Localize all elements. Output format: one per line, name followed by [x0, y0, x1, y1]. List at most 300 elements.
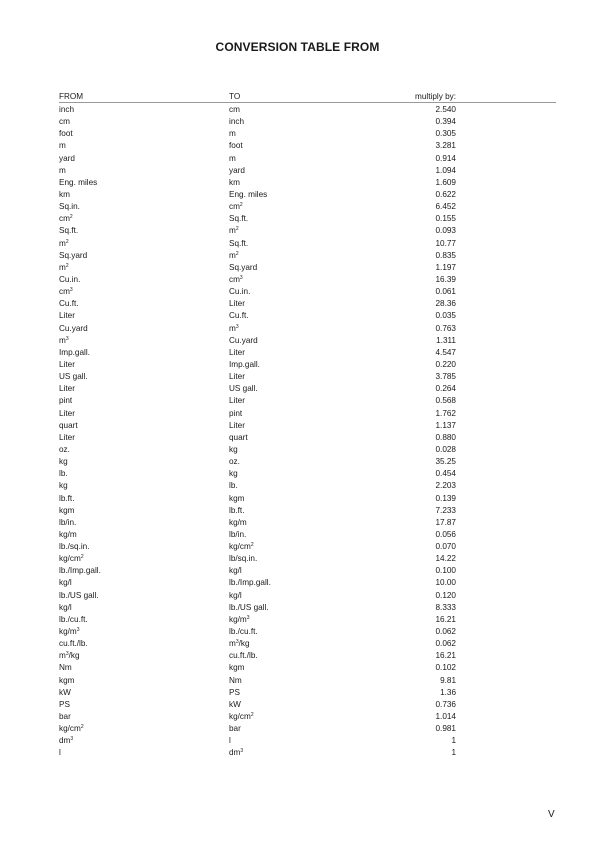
multiplier	[359, 189, 456, 201]
multiplier-text: 7.233	[435, 505, 456, 515]
to-unit-text: m	[229, 153, 236, 163]
multiplier-text: 10.00	[435, 578, 456, 588]
from-unit-text: kg	[59, 481, 68, 491]
multiplier-text: 3.281	[435, 141, 456, 151]
to-unit	[229, 662, 244, 674]
table-row	[59, 444, 556, 456]
from-unit-text: Liter	[59, 408, 75, 418]
table-row	[59, 602, 556, 614]
table-row	[59, 614, 556, 626]
multiplier	[359, 456, 456, 468]
to-unit-superscript: 2	[235, 250, 239, 257]
multiplier-text: 0.155	[435, 214, 456, 224]
multiplier	[359, 165, 456, 177]
to-unit	[229, 723, 241, 735]
from-unit-text: lb./Imp.gall.	[59, 566, 101, 576]
multiplier-text: 0.394	[435, 117, 456, 127]
multiplier	[359, 662, 456, 674]
multiplier	[359, 250, 456, 262]
multiplier	[359, 565, 456, 577]
to-unit-text: Sq.yard	[229, 262, 258, 272]
multiplier	[359, 371, 456, 383]
to-unit-text: lb./US gall.	[229, 602, 269, 612]
from-unit-text: m	[59, 141, 66, 151]
from-unit-text: Eng. miles	[59, 177, 98, 187]
from-unit-text: l	[59, 748, 61, 758]
multiplier-text: 0.102	[435, 663, 456, 673]
multiplier	[359, 675, 456, 687]
table-row	[59, 383, 556, 395]
multiplier-text: 1.014	[435, 712, 456, 722]
to-unit-text: Liter	[229, 299, 245, 309]
from-unit	[59, 747, 61, 759]
multiplier-text: 0.056	[435, 529, 456, 539]
table-row	[59, 577, 556, 589]
table-row	[59, 238, 556, 250]
from-unit	[59, 286, 73, 298]
to-unit-superscript: 3	[235, 639, 239, 646]
to-unit-text: Liter	[229, 420, 245, 430]
to-unit-text: Liter	[229, 372, 245, 382]
to-unit	[229, 541, 254, 553]
multiplier-text: 8.333	[435, 602, 456, 612]
from-unit-text: m	[59, 651, 66, 661]
table-row	[59, 140, 556, 152]
from-unit-text: lb./cu.ft.	[59, 614, 88, 624]
from-unit	[59, 323, 88, 335]
from-unit	[59, 262, 69, 274]
to-unit-text: oz.	[229, 457, 240, 467]
from-unit-text: Liter	[59, 384, 75, 394]
multiplier	[359, 626, 456, 638]
table-row	[59, 347, 556, 359]
from-unit	[59, 165, 66, 177]
table-row	[59, 286, 556, 298]
to-unit-text: kg/m	[229, 614, 247, 624]
to-unit	[229, 310, 249, 322]
to-unit	[229, 420, 245, 432]
to-unit-text: kg/cm	[229, 712, 251, 722]
from-unit-text: cm	[59, 214, 70, 224]
table-row	[59, 116, 556, 128]
table-row	[59, 565, 556, 577]
multiplier-text: 0.981	[435, 724, 456, 734]
multiplier-text: 0.736	[435, 699, 456, 709]
table-row	[59, 371, 556, 383]
to-unit	[229, 675, 242, 687]
to-unit	[229, 225, 239, 237]
multiplier	[359, 529, 456, 541]
from-unit	[59, 153, 75, 165]
to-unit	[229, 444, 238, 456]
multiplier-text: 0.454	[435, 469, 456, 479]
to-unit-text: m	[229, 250, 236, 260]
multiplier	[359, 711, 456, 723]
from-unit	[59, 650, 80, 662]
multiplier-text: 1.762	[435, 408, 456, 418]
to-unit-text: Liter	[229, 347, 245, 357]
from-unit	[59, 456, 68, 468]
multiplier-text: 0.035	[435, 311, 456, 321]
multiplier	[359, 747, 456, 759]
multiplier-text: 2.540	[435, 105, 456, 114]
to-unit-text: cm	[229, 274, 240, 284]
to-unit	[229, 104, 240, 116]
multiplier-text: 10.77	[435, 238, 456, 248]
table-row	[59, 650, 556, 662]
multiplier	[359, 602, 456, 614]
multiplier-text: 9.81	[440, 675, 456, 685]
from-unit-text: kg/m	[59, 529, 77, 539]
multiplier	[359, 238, 456, 250]
multiplier-text: 2.203	[435, 481, 456, 491]
to-unit-text: Imp.gall.	[229, 359, 260, 369]
multiplier-text: 0.264	[435, 384, 456, 394]
multiplier	[359, 310, 456, 322]
to-unit-text: Cu.in.	[229, 287, 251, 297]
to-unit	[229, 614, 250, 626]
to-unit-superscript: 2	[235, 226, 239, 233]
multiplier-text: 6.452	[435, 202, 456, 212]
to-unit-text: cu.ft./lb.	[229, 651, 258, 661]
from-unit	[59, 128, 73, 140]
to-unit-text: cm	[229, 202, 240, 212]
to-unit-superscript: 2	[250, 542, 254, 549]
to-unit	[229, 565, 242, 577]
from-unit-text: m	[59, 335, 66, 345]
to-unit-text: Nm	[229, 675, 242, 685]
multiplier-text: 1.137	[435, 420, 456, 430]
table-row	[59, 225, 556, 237]
table-row	[59, 310, 556, 322]
table-row	[59, 505, 556, 517]
page-title: CONVERSION TABLE FROM	[215, 40, 380, 54]
from-unit	[59, 420, 78, 432]
from-unit-text: Liter	[59, 359, 75, 369]
table-row	[59, 662, 556, 674]
to-unit-suffix: /kg	[238, 639, 250, 649]
multiplier	[359, 493, 456, 505]
table-row	[59, 323, 556, 335]
to-unit	[229, 699, 241, 711]
to-unit-superscript: 3	[235, 323, 239, 330]
to-unit	[229, 553, 257, 565]
multiplier	[359, 153, 456, 165]
table-row	[59, 590, 556, 602]
to-unit-text: dm	[229, 748, 241, 758]
table-row	[59, 493, 556, 505]
from-unit-text: Sq.yard	[59, 250, 88, 260]
from-unit-text: bar	[59, 712, 71, 722]
multiplier-text: 0.220	[435, 359, 456, 369]
to-unit-text: km	[229, 177, 240, 187]
from-unit	[59, 359, 75, 371]
multiplier-text: 1.609	[435, 177, 456, 187]
to-unit	[229, 116, 244, 128]
from-unit-superscript: 2	[80, 554, 84, 561]
from-unit-text: kg/l	[59, 602, 72, 612]
from-unit	[59, 238, 69, 250]
to-unit	[229, 687, 240, 699]
from-unit	[59, 590, 99, 602]
to-unit-text: quart	[229, 432, 248, 442]
from-unit	[59, 723, 84, 735]
multiplier	[359, 128, 456, 140]
from-unit	[59, 347, 90, 359]
to-unit-text: kgm	[229, 663, 245, 673]
table-row	[59, 626, 556, 638]
from-unit-text: Nm	[59, 663, 72, 673]
from-unit	[59, 371, 88, 383]
from-unit-text: lb.	[59, 469, 68, 479]
from-unit	[59, 711, 71, 723]
table-row	[59, 104, 556, 116]
from-unit-superscript: 2	[65, 238, 69, 245]
multiplier	[359, 517, 456, 529]
from-unit-text: lb./US gall.	[59, 590, 99, 600]
from-unit	[59, 310, 75, 322]
from-unit	[59, 395, 72, 407]
to-unit-superscript: 3	[239, 274, 243, 281]
from-unit-text: quart	[59, 420, 78, 430]
multiplier	[359, 262, 456, 274]
multiplier-text: 0.120	[435, 590, 456, 600]
column-header-multiply: multiply by:	[415, 92, 456, 101]
multiplier-text: 1.36	[440, 687, 456, 697]
to-unit-text: US gall.	[229, 384, 258, 394]
to-unit-superscript: 3	[246, 614, 250, 621]
multiplier	[359, 286, 456, 298]
from-unit	[59, 189, 70, 201]
to-unit-text: kg/l	[229, 566, 242, 576]
to-unit	[229, 626, 258, 638]
table-row	[59, 638, 556, 650]
multiplier	[359, 687, 456, 699]
multiplier-text: 16.21	[435, 651, 456, 661]
from-unit-text: kg/m	[59, 627, 77, 637]
from-unit	[59, 335, 69, 347]
table-row	[59, 711, 556, 723]
from-unit	[59, 480, 68, 492]
to-unit	[229, 371, 245, 383]
table-row	[59, 262, 556, 274]
from-unit-text: foot	[59, 129, 73, 139]
to-unit-text: bar	[229, 724, 241, 734]
to-unit	[229, 517, 247, 529]
multiplier-text: 1.094	[435, 165, 456, 175]
multiplier	[359, 298, 456, 310]
to-unit-text: lb.	[229, 481, 238, 491]
from-unit	[59, 493, 74, 505]
from-unit	[59, 250, 87, 262]
to-unit-text: Eng. miles	[229, 189, 268, 199]
table-row	[59, 723, 556, 735]
multiplier	[359, 638, 456, 650]
table-row	[59, 177, 556, 189]
from-unit-superscript: 3	[69, 287, 73, 294]
from-unit-text: m	[59, 262, 66, 272]
table-row	[59, 432, 556, 444]
to-unit-text: lb/in.	[229, 529, 247, 539]
multiplier-text: 35.25	[435, 457, 456, 467]
multiplier-text: 17.87	[435, 517, 456, 527]
to-unit-text: m	[229, 129, 236, 139]
from-unit-text: Liter	[59, 432, 75, 442]
table-row	[59, 359, 556, 371]
from-unit-superscript: 3	[76, 627, 80, 634]
multiplier-text: 0.305	[435, 129, 456, 139]
from-unit	[59, 298, 79, 310]
multiplier	[359, 699, 456, 711]
multiplier	[359, 468, 456, 480]
to-unit	[229, 480, 238, 492]
to-unit-superscript: 2	[239, 202, 243, 209]
from-unit-text: cm	[59, 117, 70, 127]
from-unit	[59, 541, 90, 553]
table-row	[59, 420, 556, 432]
multiplier	[359, 116, 456, 128]
multiplier-text: 16.21	[435, 614, 456, 624]
to-unit-text: lb.ft.	[229, 505, 245, 515]
from-unit	[59, 638, 88, 650]
multiplier	[359, 541, 456, 553]
to-unit	[229, 747, 243, 759]
multiplier	[359, 323, 456, 335]
from-unit-text: m	[59, 165, 66, 175]
table-row	[59, 541, 556, 553]
from-unit-text: US gall.	[59, 372, 88, 382]
multiplier	[359, 408, 456, 420]
from-unit-superscript: 3	[65, 335, 69, 342]
multiplier-text: 0.568	[435, 396, 456, 406]
table-row	[59, 165, 556, 177]
to-unit	[229, 140, 243, 152]
multiplier	[359, 553, 456, 565]
to-unit-text: inch	[229, 117, 245, 127]
to-unit	[229, 201, 243, 213]
multiplier	[359, 383, 456, 395]
from-unit-text: PS	[59, 699, 70, 709]
to-unit	[229, 590, 242, 602]
to-unit	[229, 408, 242, 420]
to-unit-text: cm	[229, 105, 240, 114]
from-unit-text: oz.	[59, 444, 70, 454]
to-unit-text: Sq.ft.	[229, 214, 249, 224]
multiplier	[359, 395, 456, 407]
from-unit	[59, 213, 73, 225]
to-unit	[229, 456, 240, 468]
from-unit	[59, 444, 70, 456]
table-row	[59, 189, 556, 201]
from-unit	[59, 687, 71, 699]
multiplier-text: 0.835	[435, 250, 456, 260]
to-unit	[229, 468, 238, 480]
to-unit-text: Sq.ft.	[229, 238, 249, 248]
from-unit	[59, 274, 80, 286]
multiplier-text: 1	[451, 736, 456, 746]
multiplier	[359, 505, 456, 517]
table-row	[59, 128, 556, 140]
from-unit	[59, 408, 75, 420]
table-header	[59, 92, 556, 103]
to-unit	[229, 638, 250, 650]
from-unit	[59, 517, 76, 529]
table-row	[59, 201, 556, 213]
from-unit-text: kg/cm	[59, 724, 81, 734]
from-unit	[59, 104, 74, 116]
table-row	[59, 456, 556, 468]
multiplier-text: 3.785	[435, 372, 456, 382]
multiplier	[359, 359, 456, 371]
to-unit-text: foot	[229, 141, 243, 151]
multiplier	[359, 432, 456, 444]
multiplier-text: 0.914	[435, 153, 456, 163]
to-unit-text: yard	[229, 165, 245, 175]
multiplier	[359, 480, 456, 492]
from-unit-text: kW	[59, 687, 71, 697]
from-unit	[59, 225, 78, 237]
to-unit	[229, 298, 245, 310]
to-unit	[229, 323, 239, 335]
from-unit-suffix: /kg	[68, 651, 80, 661]
table-row	[59, 529, 556, 541]
multiplier-text: 1.311	[436, 335, 456, 345]
table-row	[59, 395, 556, 407]
from-unit	[59, 468, 68, 480]
to-unit	[229, 274, 243, 286]
to-unit-text: m	[229, 323, 236, 333]
from-unit-text: kg	[59, 457, 68, 467]
multiplier	[359, 444, 456, 456]
from-unit-superscript: 3	[70, 736, 74, 743]
multiplier-text: 0.763	[435, 323, 456, 333]
multiplier-text: 0.061	[435, 287, 456, 297]
multiplier	[359, 650, 456, 662]
table-row	[59, 553, 556, 565]
multiplier-text: 0.622	[435, 189, 456, 199]
to-unit	[229, 395, 245, 407]
to-unit	[229, 238, 248, 250]
multiplier	[359, 274, 456, 286]
from-unit-text: m	[59, 238, 66, 248]
to-unit	[229, 213, 248, 225]
multiplier	[359, 735, 456, 747]
from-unit-text: Sq.ft.	[59, 226, 79, 236]
multiplier-text: 1	[451, 748, 456, 758]
table-row	[59, 298, 556, 310]
from-unit-text: lb./sq.in.	[59, 542, 90, 552]
from-unit-text: lb.ft.	[59, 493, 75, 503]
multiplier-text: 0.062	[435, 627, 456, 637]
from-unit-text: kgm	[59, 505, 75, 515]
from-unit-text: dm	[59, 736, 71, 746]
to-unit-text: m	[229, 639, 236, 649]
multiplier-text: 0.028	[435, 444, 456, 454]
table-row	[59, 675, 556, 687]
from-unit-text: Cu.yard	[59, 323, 88, 333]
table-row	[59, 735, 556, 747]
to-unit-text: pint	[229, 408, 243, 418]
from-unit	[59, 626, 80, 638]
from-unit-superscript: 2	[65, 262, 69, 269]
from-unit	[59, 529, 77, 541]
multiplier-text: 0.139	[435, 493, 456, 503]
from-unit	[59, 614, 88, 626]
to-unit	[229, 359, 260, 371]
table-row	[59, 687, 556, 699]
table-row	[59, 213, 556, 225]
from-unit-text: lb/in.	[59, 517, 77, 527]
